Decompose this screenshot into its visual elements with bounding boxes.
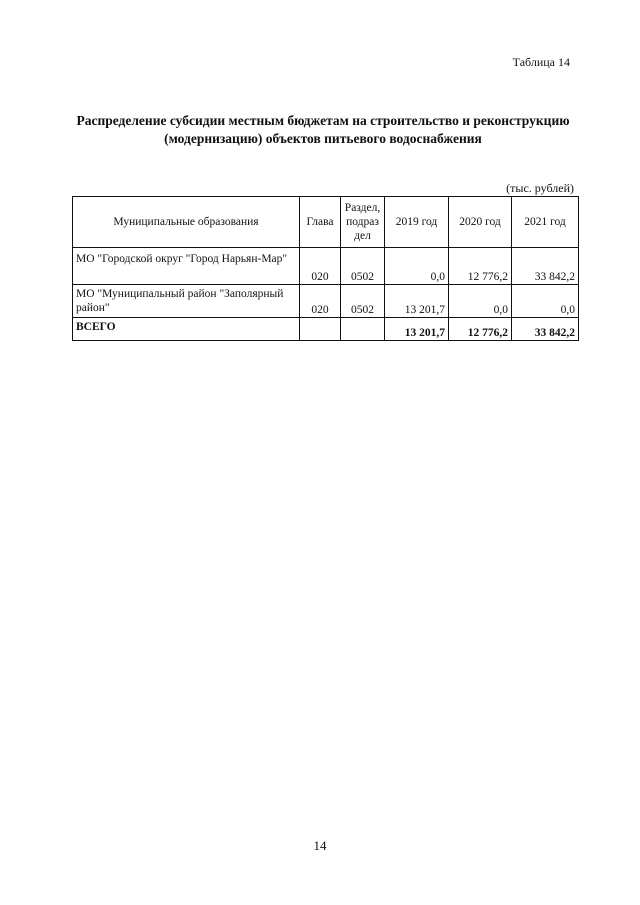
cell-total-2020: 12 776,2	[449, 318, 512, 341]
cell-section: 0502	[341, 248, 385, 285]
title-line-2: (модернизацию) объектов питьевого водоснабжения	[164, 131, 482, 146]
header-section-line-1: Раздел,	[344, 202, 381, 214]
header-municipality: Муниципальные образования	[73, 197, 300, 248]
header-2020: 2020 год	[449, 197, 512, 248]
header-section-line-2: подраз	[346, 216, 379, 228]
units-label: (тыс. рублей)	[506, 181, 574, 195]
cell-2019: 0,0	[385, 248, 449, 285]
cell-chapter: 020	[300, 285, 341, 318]
document-title	[68, 112, 578, 148]
header-2019: 2019 год	[385, 197, 449, 248]
header-chapter: Глава	[300, 197, 341, 248]
cell-total-2021: 33 842,2	[512, 318, 579, 341]
cell-2020: 0,0	[449, 285, 512, 318]
cell-2021: 0,0	[512, 285, 579, 318]
table-header-row	[73, 197, 579, 248]
subsidy-table	[72, 196, 579, 341]
header-section-line-3: дел	[354, 230, 371, 242]
cell-section: 0502	[341, 285, 385, 318]
page-number: 14	[313, 838, 327, 853]
table-total-row	[73, 318, 579, 341]
cell-total-2019: 13 201,7	[385, 318, 449, 341]
cell-total-label: ВСЕГО	[73, 318, 300, 341]
cell-total-section	[341, 318, 385, 341]
table-row	[73, 248, 579, 285]
cell-2021: 33 842,2	[512, 248, 579, 285]
header-section	[341, 197, 385, 248]
title-line-1: Распределение субсидии местным бюджетам на строительство и реконструкцию	[76, 113, 570, 128]
cell-municipality: МО "Муниципальный район "Заполярный район"	[73, 285, 300, 318]
table-number-label: Таблица 14	[512, 55, 570, 69]
header-2021: 2021 год	[512, 197, 579, 248]
cell-2019: 13 201,7	[385, 285, 449, 318]
cell-chapter: 020	[300, 248, 341, 285]
cell-total-chapter	[300, 318, 341, 341]
cell-municipality: МО "Городской округ "Город Нарьян-Мар"	[73, 248, 300, 285]
table-row	[73, 285, 579, 318]
cell-2020: 12 776,2	[449, 248, 512, 285]
